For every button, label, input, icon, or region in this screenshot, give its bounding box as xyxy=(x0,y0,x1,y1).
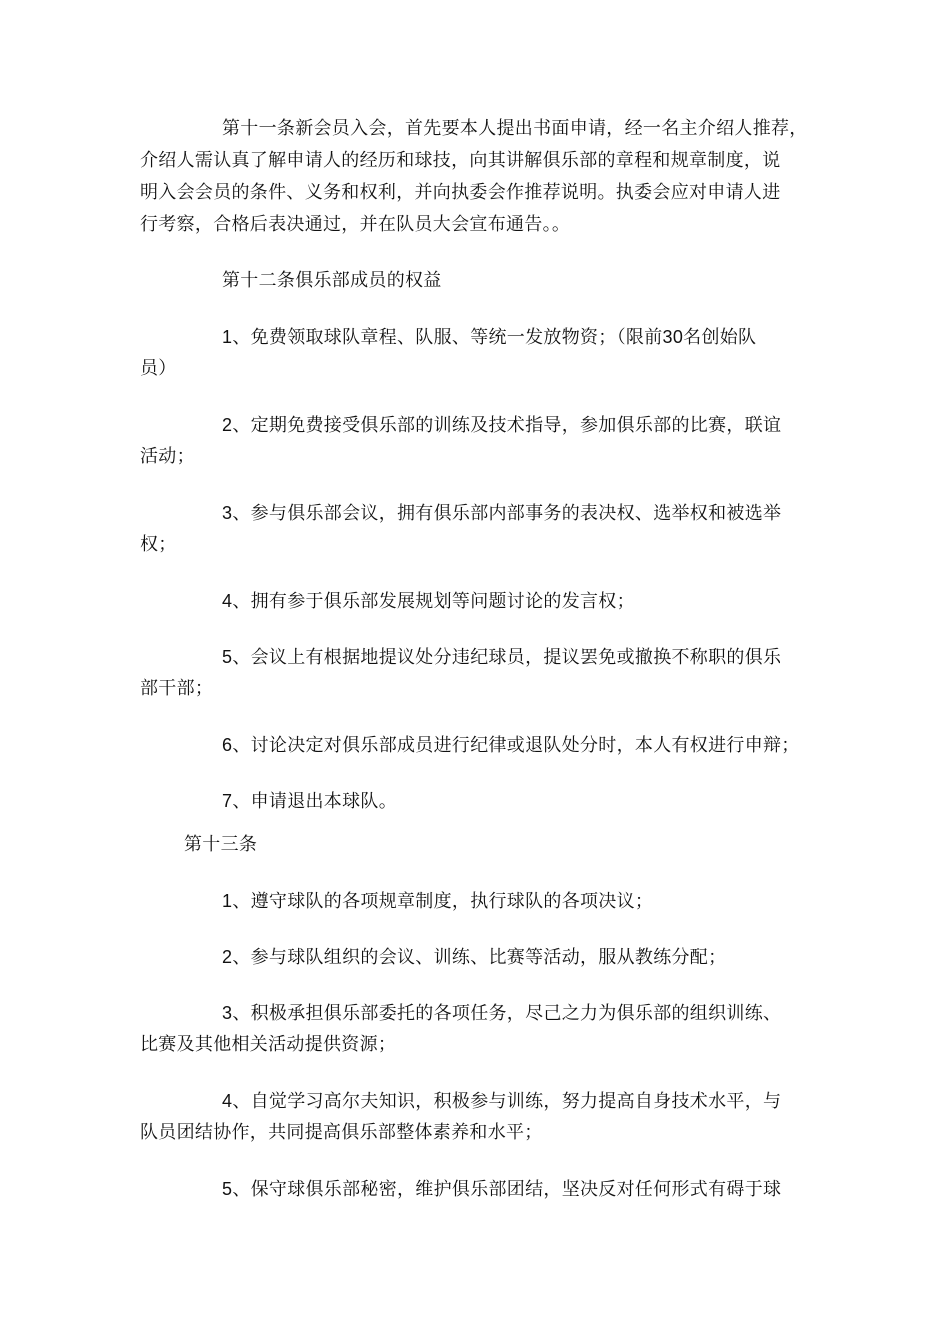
item-text: 、免费领取球队章程、队服、等统一发放物资；（限前 xyxy=(232,327,663,348)
item-text: 、参与俱乐部会议，拥有俱乐部内部事务的表决权、选举权和被选举 xyxy=(232,503,782,524)
item-text-tail: 名创始队 xyxy=(683,327,757,348)
article12-item-5 xyxy=(222,642,781,673)
article13-heading: 第十三条 xyxy=(184,834,258,855)
article12-item-3 xyxy=(222,498,781,529)
article12-item-1-cont: 员） xyxy=(140,358,177,379)
item-text: 、会议上有根据地提议处分违纪球员，提议罢免或撤换不称职的俱乐 xyxy=(232,647,782,668)
article13-item-4-cont: 队员团结协作，共同提高俱乐部整体素养和水平； xyxy=(140,1122,543,1143)
item-text: 、参与球队组织的会议、训练、比赛等活动，服从教练分配； xyxy=(232,947,727,968)
item-inline-number: 30 xyxy=(662,327,684,347)
article13-item-3 xyxy=(222,998,781,1029)
article11-line-1: 第十一条新会员入会，首先要本人提出书面申请，经一名主介绍人推荐， xyxy=(222,118,808,139)
item-number: 1 xyxy=(222,327,233,347)
item-text: 、拥有参于俱乐部发展规划等问题讨论的发言权； xyxy=(232,591,635,612)
article12-item-2-cont: 活动； xyxy=(140,446,195,467)
article12-item-3-cont: 权； xyxy=(140,534,177,555)
item-text: 、定期免费接受俱乐部的训练及技术指导，参加俱乐部的比赛，联谊 xyxy=(232,415,782,436)
article13-item-4 xyxy=(222,1086,781,1117)
article12-item-2 xyxy=(222,410,781,441)
item-text: 、积极承担俱乐部委托的各项任务，尽己之力为俱乐部的组织训练、 xyxy=(232,1003,782,1024)
article12-item-7 xyxy=(222,786,397,817)
article13-item-2 xyxy=(222,942,726,973)
item-text: 、遵守球队的各项规章制度，执行球队的各项决议； xyxy=(232,891,654,912)
article12-item-6 xyxy=(222,730,800,761)
item-text: 、讨论决定对俱乐部成员进行纪律或退队处分时，本人有权进行申辩； xyxy=(232,735,800,756)
article13-item-3-cont: 比赛及其他相关活动提供资源； xyxy=(140,1034,397,1055)
item-number: 1 xyxy=(222,891,233,911)
item-number: 4 xyxy=(222,1091,233,1111)
item-number: 5 xyxy=(222,1179,233,1199)
item-number: 2 xyxy=(222,415,233,435)
item-number: 3 xyxy=(222,1003,233,1023)
item-text: 、申请退出本球队。 xyxy=(232,791,398,812)
article13-item-1 xyxy=(222,886,653,917)
item-number: 7 xyxy=(222,791,233,811)
article11-line-2: 介绍人需认真了解申请人的经历和球技，向其讲解俱乐部的章程和规章制度，说 xyxy=(140,150,781,171)
item-number: 6 xyxy=(222,735,233,755)
item-number: 4 xyxy=(222,591,233,611)
article12-item-5-cont: 部干部； xyxy=(140,678,214,699)
article12-item-1 xyxy=(222,322,756,353)
item-number: 5 xyxy=(222,647,233,667)
item-text: 、保守球俱乐部秘密，维护俱乐部团结，坚决反对任何形式有碍于球 xyxy=(232,1179,782,1200)
article13-item-5 xyxy=(222,1174,781,1205)
article11-line-3: 明入会会员的条件、义务和权利，并向执委会作推荐说明。执委会应对申请人进 xyxy=(140,182,781,203)
item-number: 2 xyxy=(222,947,233,967)
item-text: 、自觉学习高尔夫知识，积极参与训练，努力提高自身技术水平，与 xyxy=(232,1091,782,1112)
article12-item-4 xyxy=(222,586,635,617)
article12-heading: 第十二条俱乐部成员的权益 xyxy=(222,270,442,291)
item-number: 3 xyxy=(222,503,233,523)
article11-line-4: 行考察，合格后表决通过，并在队员大会宣布通告。。 xyxy=(140,214,571,235)
